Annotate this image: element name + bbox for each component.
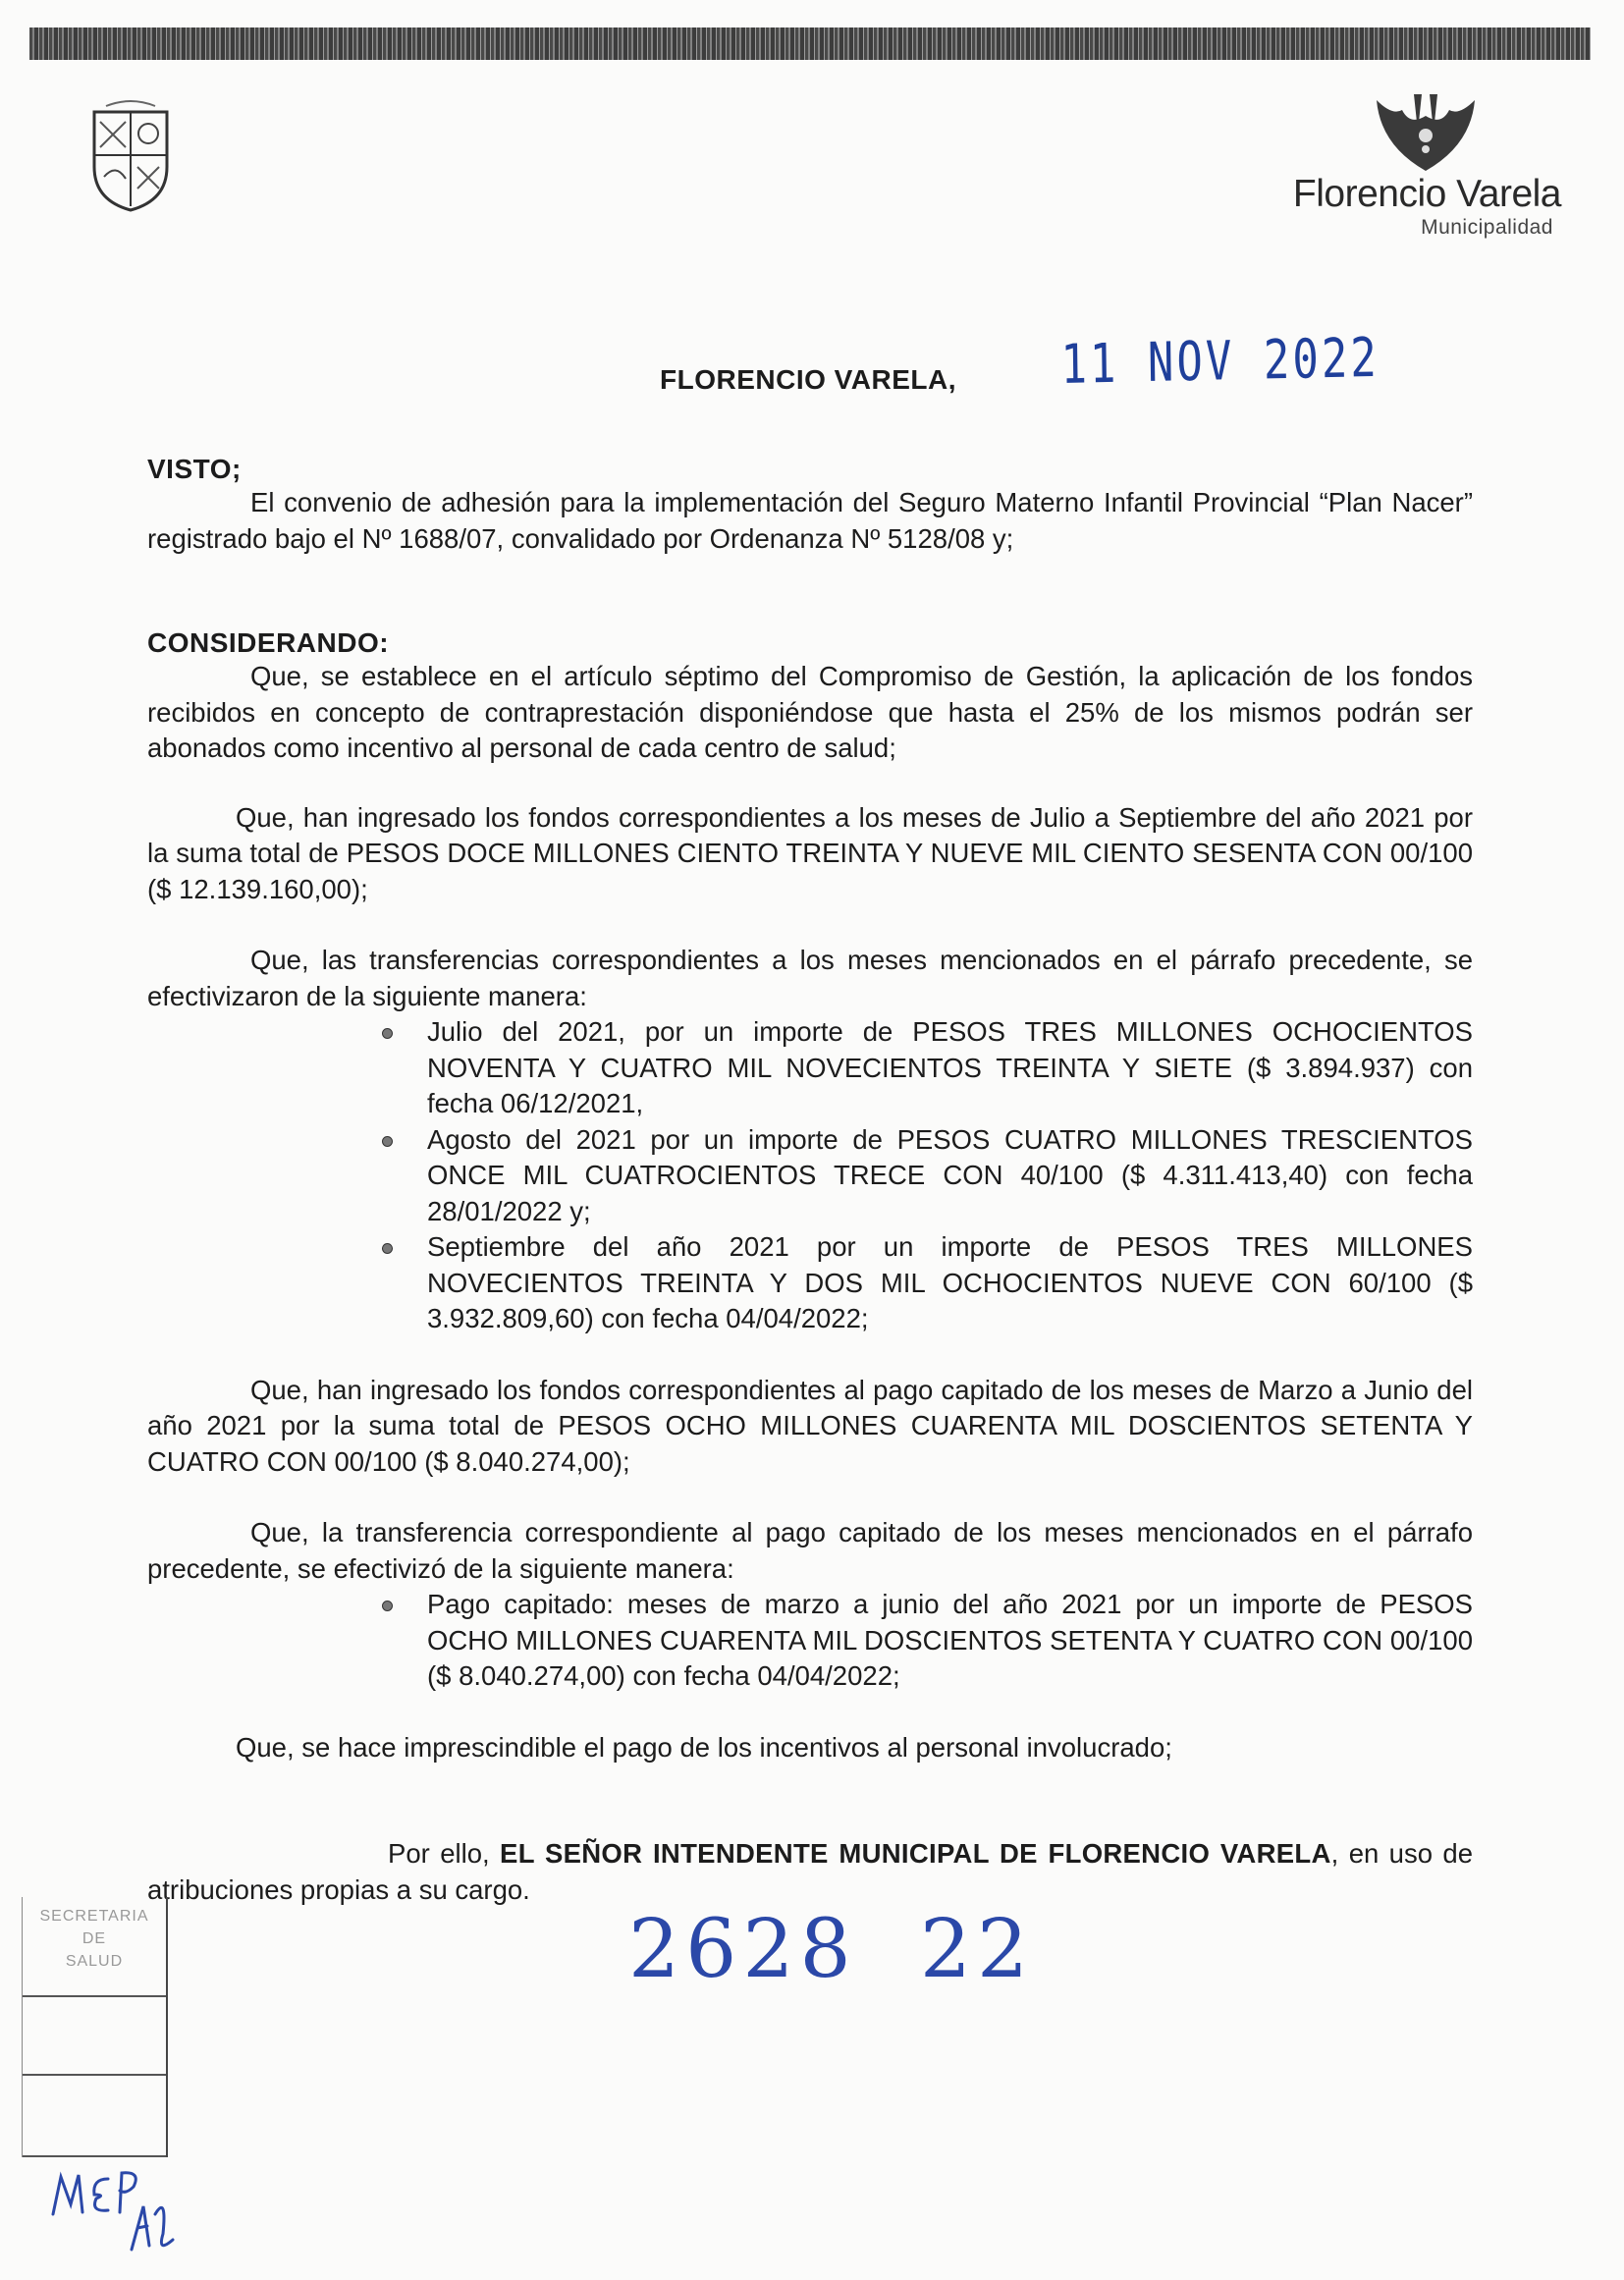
divider (23, 2074, 166, 2076)
list-item: Septiembre del año 2021 por un importe de PESOS TRES MILLONES NOVECIENTOS TREINTA Y DOS MIL OCHOCIENTOS NUEVE CON 60/100 ($ 3.932.809,60) con fecha 04/04/2022; (427, 1229, 1473, 1337)
municipality-logo (1267, 86, 1591, 244)
date-stamp: 11 NOV 2022 (1060, 326, 1380, 397)
considerando-paragraph-1: Que, se establece en el artículo séptimo del Compromiso de Gestión, la aplicación de los fondos recibidos en concepto de contraprestación disponiéndose que hasta el 25% de los mismos podrán ser abonados como incentivo al personal de cada centro de salud; (147, 661, 1473, 763)
list-item: Julio del 2021, por un importe de PESOS TRES MILLONES OCHOCIENTOS NOVENTA Y CUATRO MIL NOVECIENTOS TREINTA Y SIETE ($ 3.894.937) con fecha 06/12/2021, (427, 1014, 1473, 1122)
document-place: FLORENCIO VARELA, (660, 364, 956, 395)
department-stamp-line: DE (81, 1930, 107, 1947)
flower-logo-icon (1357, 86, 1494, 175)
closing-lead: Por ello, (388, 1838, 490, 1869)
closing-tail: , en uso de atribuciones propias a su cargo. (147, 1838, 1473, 1905)
handwritten-initials-signature (47, 2155, 204, 2263)
transfers-list (147, 1014, 1473, 1337)
municipal-crest-icon (86, 98, 175, 214)
municipality-name: Florencio Varela (1292, 173, 1561, 215)
closing-authority: EL SEÑOR INTENDENTE MUNICIPAL DE FLORENCIO VARELA (500, 1838, 1331, 1869)
department-stamp-box (22, 1897, 168, 2157)
closing-paragraph (147, 1836, 1473, 1908)
resolution-number-stamp: 2628 22 (628, 1903, 1035, 1996)
considerando-paragraph-5: Que, la transferencia correspondiente al pago capitado de los meses mencionados en el párrafo precedente, se efectivizó de la siguiente manera: (147, 1517, 1473, 1584)
capitado-list (147, 1587, 1473, 1695)
considerando-paragraph-2: Que, han ingresado los fondos correspondientes a los meses de Julio a Septiembre del año 2021 por la suma total de PESOS DOCE MILLONES CIENTO TREINTA Y NUEVE MIL CIENTO SESENTA CON 00/100 ($ 12.139.160,00); (147, 801, 1473, 904)
municipality-subtitle: Municipalidad (1421, 216, 1553, 239)
list-item: Pago capitado: meses de marzo a junio del año 2021 por un importe de PESOS OCHO MILLONES CUARENTA MIL DOSCIENTOS SETENTA Y CUATRO CON 00/100 ($ 8.040.274,00) con fecha 04/04/2022; (427, 1587, 1473, 1695)
department-stamp-line: SECRETARIA (39, 1908, 149, 1925)
considerando-heading: CONSIDERANDO: (147, 627, 390, 658)
visto-heading: VISTO; (147, 454, 242, 484)
divider (23, 1995, 166, 1997)
list-item: Agosto del 2021 por un importe de PESOS CUATRO MILLONES TRESCIENTOS ONCE MIL CUATROCIENTOS TRECE CON 40/100 ($ 4.311.413,40) con fecha 28/01/2022 y; (427, 1122, 1473, 1230)
document-body (147, 454, 1473, 1908)
considerando-paragraph-6: Que, se hace imprescindible el pago de los incentivos al personal involucrado; (236, 1731, 1172, 1763)
department-stamp (23, 1905, 166, 1973)
considerando-paragraph-4: Que, han ingresado los fondos correspondientes al pago capitado de los meses de Marzo a Junio del año 2021 por la suma total de PESOS OCHO MILLONES CUARENTA MIL DOSCIENTOS SETENTA Y CUATRO CON 00/100 ($ 8.040.274,00); (147, 1374, 1473, 1477)
department-stamp-line: SALUD (65, 1953, 124, 1970)
scan-artifact-bar (29, 27, 1591, 60)
considerando-paragraph-3: Que, las transferencias correspondientes a los meses mencionados en el párrafo precedente, se efectivizaron de la siguiente manera: (147, 945, 1473, 1011)
visto-paragraph: El convenio de adhesión para la implementación del Seguro Materno Infantil Provincial “Plan Nacer” registrado bajo el Nº 1688/07, convalidado por Ordenanza Nº 5128/08 y; (147, 487, 1473, 554)
